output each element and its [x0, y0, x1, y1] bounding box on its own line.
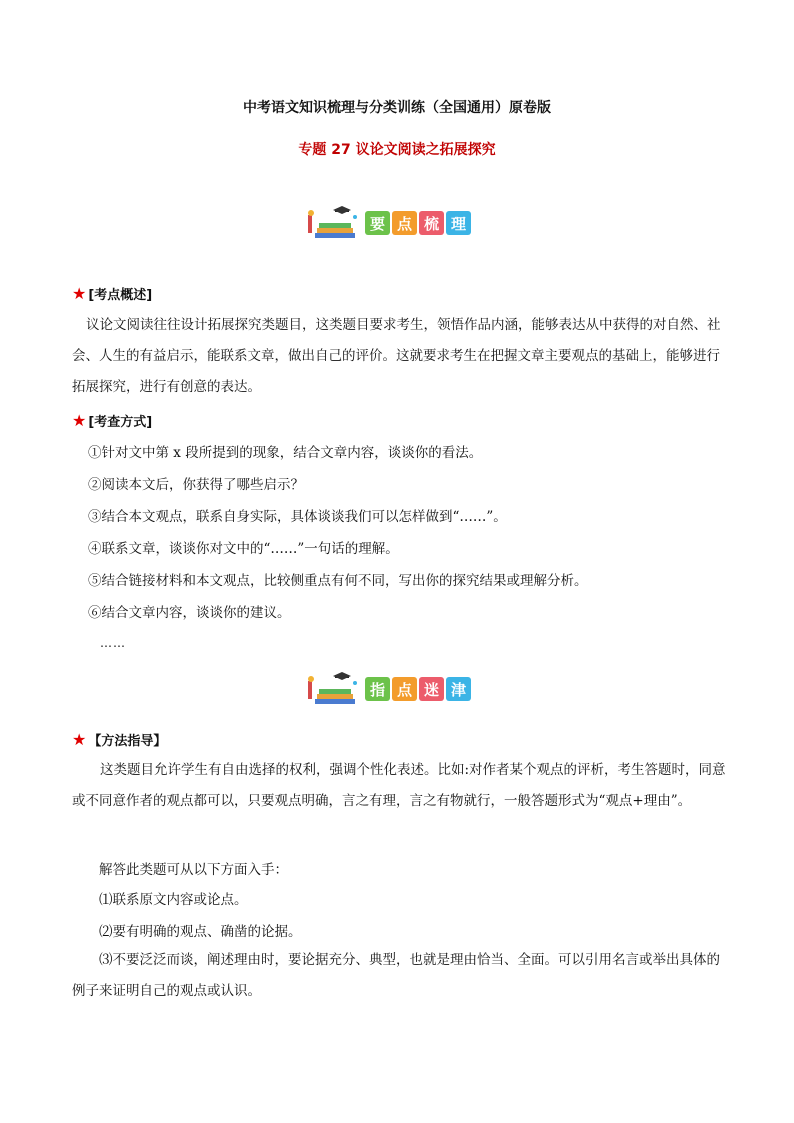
guidance-point: ⑵要有明确的观点、确凿的论据。 — [99, 924, 302, 940]
star-icon: ★ — [72, 411, 87, 430]
banner-char: 理 — [446, 211, 471, 235]
star-icon: ★ — [72, 284, 87, 303]
banner-key-points-chars — [365, 211, 471, 235]
question-item: ①针对文中第 x 段所提到的现象，结合文章内容，谈谈你的看法。 — [88, 445, 483, 461]
guidance-point: ⑴联系原文内容或论点。 — [99, 892, 248, 908]
books-graduation-icon — [305, 205, 361, 241]
document-title: 中考语文知识梳理与分类训练（全国通用）原卷版 — [243, 100, 551, 116]
section-heading-guidance — [72, 730, 166, 749]
question-item: ③结合本文观点，联系自身实际，具体谈谈我们可以怎样做到“……”。 — [88, 509, 507, 525]
question-item: ⑥结合文章内容，谈谈你的建议。 — [88, 605, 291, 621]
question-item: ④联系文章，谈谈你对文中的“……”一句话的理解。 — [88, 541, 399, 557]
banner-char: 指 — [365, 677, 390, 701]
section-heading-methods — [72, 411, 152, 430]
guidance-point-paragraph: ⑶不要泛泛而谈，阐述理由时，要论据充分、典型，也就是理由恰当、全面。可以引用名言或举出具体的例子来证明自己的观点或认识。 — [72, 952, 720, 999]
star-icon: ★ — [72, 730, 87, 749]
guidance-paragraph: 这类题目允许学生有自由选择的权利，强调个性化表述。比如:对作者某个观点的评析，考生答题时，同意或不同意作者的观点都可以，只要观点明确，言之有理，言之有物就行，一般答题形式为“观点+理由”。 — [72, 762, 726, 809]
section-heading-overview — [72, 284, 152, 303]
section-heading-text: 【方法指导】 — [88, 734, 167, 749]
question-item: ②阅读本文后，你获得了哪些启示？ — [88, 477, 304, 493]
books-graduation-icon — [305, 671, 361, 707]
overview-paragraph: 议论文阅读往往设计拓展探究类题目，这类题目要求考生，领悟作品内涵，能够表达从中获得的对自然、社会、人生的有益启示，能联系文章，做出自己的评价。这就要求考生在把握文章主要观点的基础上，能够进行拓展探究，进行有创意的表达。 — [72, 317, 721, 395]
banner-char: 要 — [365, 211, 390, 235]
banner-char: 点 — [392, 677, 417, 701]
banner-guidance — [305, 671, 485, 707]
banner-char: 津 — [446, 677, 471, 701]
section-heading-text: [考查方式] — [88, 415, 153, 430]
banner-char: 点 — [392, 211, 417, 235]
banner-char: 迷 — [419, 677, 444, 701]
guidance-intro: 解答此类题可从以下方面入手： — [99, 862, 288, 878]
section-heading-text: [考点概述] — [88, 288, 153, 303]
banner-key-points — [305, 205, 485, 241]
question-item: ⑤结合链接材料和本文观点，比较侧重点有何不同，写出你的探究结果或理解分析。 — [88, 573, 588, 589]
document-subtitle: 专题 27 议论文阅读之拓展探究 — [298, 142, 496, 158]
list-ellipsis: …… — [100, 636, 126, 650]
banner-guidance-chars — [365, 677, 471, 701]
banner-char: 梳 — [419, 211, 444, 235]
